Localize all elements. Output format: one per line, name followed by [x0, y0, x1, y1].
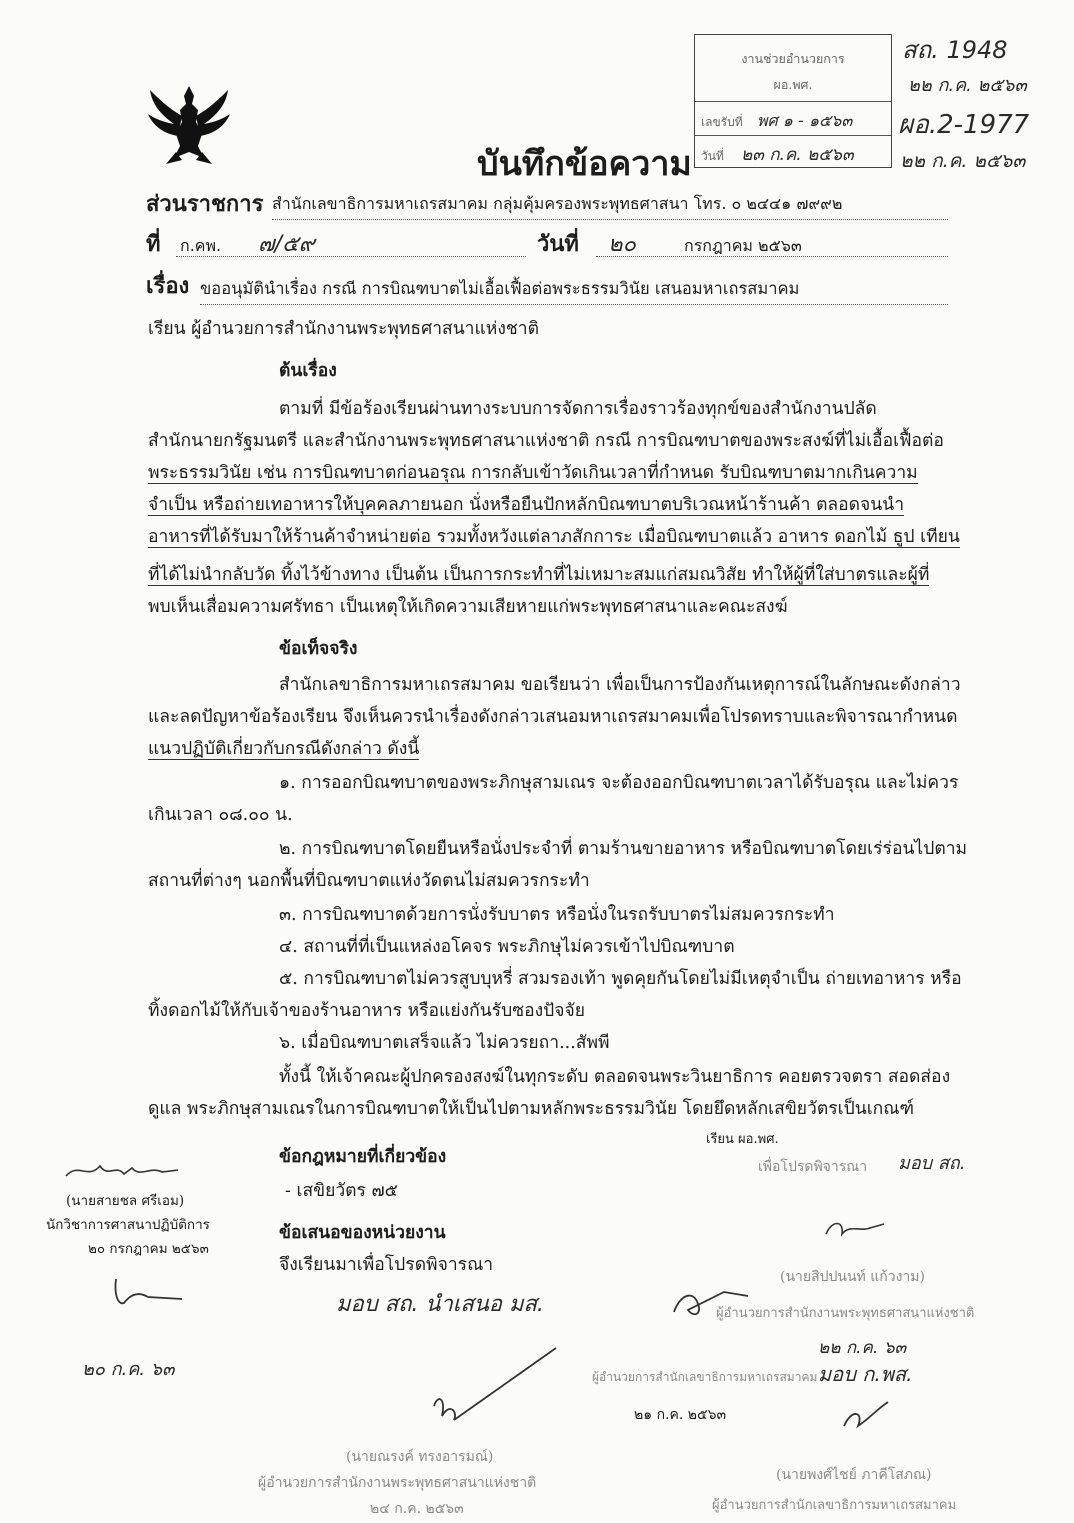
right-note-9: (นายพงศ์ไชย์ ภาคีโสภณ) [776, 1467, 932, 1483]
doc-no-line [176, 256, 526, 257]
stamp-date-label: วันที่ [701, 149, 724, 163]
garuda-emblem [146, 82, 232, 166]
background-line-5: อาหารที่ได้รับมาให้ร้านค้าจำหน่ายต่อ รวมทั้งหวังแต่ลาภสักการะ เมื่อบิณฑบาตแล้ว อาหาร ดอกไม้ ธูป เทียน [148, 527, 960, 547]
doc-no-value: ๗/๕๙ [258, 232, 315, 257]
subject-value: ขออนุมัตินำเรื่อง กรณี การบิณฑบาตไม่เอื้อเฟื้อต่อพระธรรมวินัย เสนอมหาเถรสมาคม [200, 276, 948, 305]
hand-note-top3: ผอ.2-1977 [898, 110, 1030, 140]
signer-left-hand-date: ๒๐ ก.ค. ๖๓ [82, 1359, 175, 1380]
right-note-1: เรียน ผอ.พศ. [706, 1132, 779, 1147]
stamp-unit: ผอ.พศ. [773, 77, 813, 92]
right-note-2: เพื่อโปรดพิจารณา [758, 1159, 868, 1175]
background-line-7: พบเห็นเสื่อมความศรัทธา เป็นเหตุให้เกิดความเสียหายแก่พระพุทธศาสนาและคณะสงฆ์ [148, 597, 788, 617]
facts-intro-1: สำนักเลขาธิการมหาเถรสมาคม ขอเรียนว่า เพื่อเป็นการป้องกันเหตุการณ์ในลักษณะดังกล่าว [279, 675, 961, 695]
subject-label: เรื่อง [146, 273, 190, 299]
doc-date-label: วันที่ [537, 231, 579, 257]
signature-left-2 [108, 1275, 188, 1309]
facts-item-4: ๔. สถานที่ที่เป็นแหล่งอโคจร พระภิกษุไม่ควรเข้าไปบิณฑบาต [279, 937, 735, 957]
facts-item-1a: ๑. การออกบิณฑบาตของพระภิกษุสามเณร จะต้องออกบิณฑบาตเวลาได้รับอรุณ และไม่ควร [279, 773, 959, 793]
background-line-2: สำนักนายกรัฐมนตรี และสำนักงานพระพุทธศาสนาแห่งชาติ กรณี การบิณฑบาตของพระสงฆ์ที่ไม่เอื้อเฟื้อต่อ [148, 431, 944, 451]
center-note-3: ผู้อำนวยการสำนักงานพระพุทธศาสนาแห่งชาติ [258, 1475, 537, 1491]
facts-item-1b: เกินเวลา ๐๘.๐๐ น. [148, 805, 293, 825]
hand-note-top4: ๒๒ ก.ค. ๒๕๖๓ [900, 150, 1026, 172]
center-note-2: (นายณรงค์ ทรงอารมณ์) [346, 1449, 494, 1465]
center-note-4: ๒๔ ก.ค. ๒๕๖๓ [370, 1501, 464, 1517]
right-note-5: ๒๒ ก.ค. ๖๓ [818, 1338, 907, 1358]
right-note-3: (นายสิปปนนท์ แก้วงาม) [780, 1269, 925, 1285]
center-note-1: มอบ สถ. นำเสนอ มส. [336, 1292, 544, 1317]
proposal-text: จึงเรียนมาเพื่อโปรดพิจารณา [279, 1255, 494, 1275]
right-note-8: ๒๑ ก.ค. ๒๕๖๓ [634, 1407, 727, 1423]
right-note-7: ผู้อำนวยการสำนักเลขาธิการมหาเถรสมาคม [592, 1370, 818, 1384]
background-line-1: ตามที่ มีข้อร้องเรียนผ่านทางระบบการจัดการเรื่องราวร้องทุกข์ของสำนักงานปลัด [279, 399, 877, 419]
page-title: บันทึกข้อความ [477, 144, 692, 184]
signer-left-name: (นายสายชล ศรีเอม) [66, 1193, 185, 1209]
facts-heading: ข้อเท็จจริง [279, 639, 358, 659]
doc-no-label: ที่ [146, 231, 161, 257]
doc-no-prefix: ก.คพ. [180, 236, 222, 255]
right-note-10: ผู้อำนวยการสำนักเลขาธิการมหาเถรสมาคม [712, 1498, 957, 1513]
signer-left-date: ๒๐ กรกฎาคม ๒๕๖๓ [88, 1241, 209, 1257]
proposal-heading: ข้อเสนอของหน่วยงาน [279, 1223, 446, 1243]
signer-left-position: นักวิชาการศาสนาปฏิบัติการ [46, 1217, 210, 1233]
facts-item-5b: ทิ้งดอกไม้ให้กับเจ้าของร้านอาหาร หรือแย่งกันรับซองปัจจัย [148, 1001, 585, 1021]
facts-closing-a: ทั้งนี้ ให้เจ้าคณะผู้ปกครองสงฆ์ในทุกระดับ ตลอดจนพระวินยาธิการ คอยตรวจตรา สอดส่อง [279, 1067, 951, 1087]
receipt-stamp [694, 34, 892, 168]
agency-label: ส่วนราชการ [146, 191, 264, 217]
background-line-4: จำเป็น หรือถ่ายเทอาหารให้บุคคลภายนอก นั่งหรือยืนปักหลักบิณฑบาตบริเวณหน้าร้านค้า ตลอดจนนำ [148, 495, 905, 515]
addressee: เรียน ผู้อำนวยการสำนักงานพระพุทธศาสนาแห่งชาติ [148, 319, 539, 339]
doc-date-day: ๒๐ [608, 232, 636, 257]
signature-right-1 [820, 1214, 890, 1244]
facts-item-2b: สถานที่ต่างๆ นอกพื้นที่บิณฑบาตแห่งวัดตนไม่สมควรกระทำ [148, 871, 590, 891]
law-heading: ข้อกฎหมายที่เกี่ยวข้อง [279, 1147, 447, 1167]
facts-intro-2: และลดปัญหาข้อร้องเรียน จึงเห็นควรนำเรื่องดังกล่าวเสนอมหาเถรสมาคมเพื่อโปรดทราบและพิจารณากำหนด [148, 707, 958, 727]
right-note-2b: มอบ สถ. [898, 1153, 966, 1174]
stamp-date-value: ๒๓ ก.ค. ๒๕๖๓ [741, 145, 854, 165]
doc-date-line [596, 256, 948, 257]
stamp-recv-label: เลขรับที่ [701, 115, 743, 129]
stamp-office: งานช่วยอำนวยการ [741, 51, 845, 66]
hand-note-top2: ๒๒ ก.ค. ๒๕๖๓ [908, 75, 1027, 96]
facts-item-5a: ๕. การบิณฑบาตไม่ควรสูบบุหรี่ สวมรองเท้า พูดคุยกันโดยไม่มีเหตุจำเป็น ถ่ายเทอาหาร หรือ [279, 969, 962, 989]
doc-date-rest: กรกฎาคม ๒๕๖๓ [684, 236, 802, 255]
law-item: - เสขิยวัตร ๗๕ [285, 1181, 398, 1201]
agency-value: สำนักเลขาธิการมหาเถรสมาคม กลุ่มคุ้มครองพระพุทธศาสนา โทร. ๐ ๒๔๔๑ ๗๙๙๒ [272, 192, 948, 220]
hand-note-top1: สถ. 1948 [902, 36, 1008, 64]
right-note-6: มอบ ก.พส. [818, 1362, 913, 1386]
signature-left [62, 1158, 182, 1186]
facts-item-6: ๖. เมื่อบิณฑบาตเสร็จแล้ว ไม่ควรยถา...สัพพี [279, 1033, 610, 1053]
background-line-3: พระธรรมวินัย เช่น การบิณฑบาตก่อนอรุณ การกลับเข้าวัดเกินเวลาที่กำหนด รับบิณฑบาตมากเกินความ [148, 463, 918, 483]
stamp-recv-no: พศ ๑ - ๑๕๖๓ [757, 111, 853, 130]
facts-item-2a: ๒. การบิณฑบาตโดยยืนหรือนั่งประจำที่ ตามร้านขายอาหาร หรือบิณฑบาตโดยเร่ร่อนไปตาม [279, 839, 968, 859]
signature-center [424, 1336, 564, 1426]
background-heading: ต้นเรื่อง [279, 361, 337, 381]
facts-closing-b: ดูแล พระภิกษุสามเณรในการบิณฑบาตให้เป็นไปตามหลักพระธรรมวินัย โดยยึดหลักเสขิยวัตรเป็นเกณฑ์ [148, 1099, 915, 1119]
signature-right-3 [836, 1396, 896, 1436]
background-line-6: ที่ได้ไม่นำกลับวัด ทิ้งไว้ข้างทาง เป็นต้น เป็นการกระทำที่ไม่เหมาะสมแก่สมณวิสัย ทำให้ผู้ที่ใส่บาตรและผู้ที่ [148, 565, 930, 585]
right-note-4: ผู้อำนวยการสำนักงานพระพุทธศาสนาแห่งชาติ [716, 1306, 975, 1321]
facts-item-3: ๓. การบิณฑบาตด้วยการนั่งรับบาตร หรือนั่งในรถรับบาตรไม่สมควรกระทำ [279, 905, 835, 925]
facts-intro-3: แนวปฏิบัติเกี่ยวกับกรณีดังกล่าว ดังนี้ [148, 739, 420, 759]
